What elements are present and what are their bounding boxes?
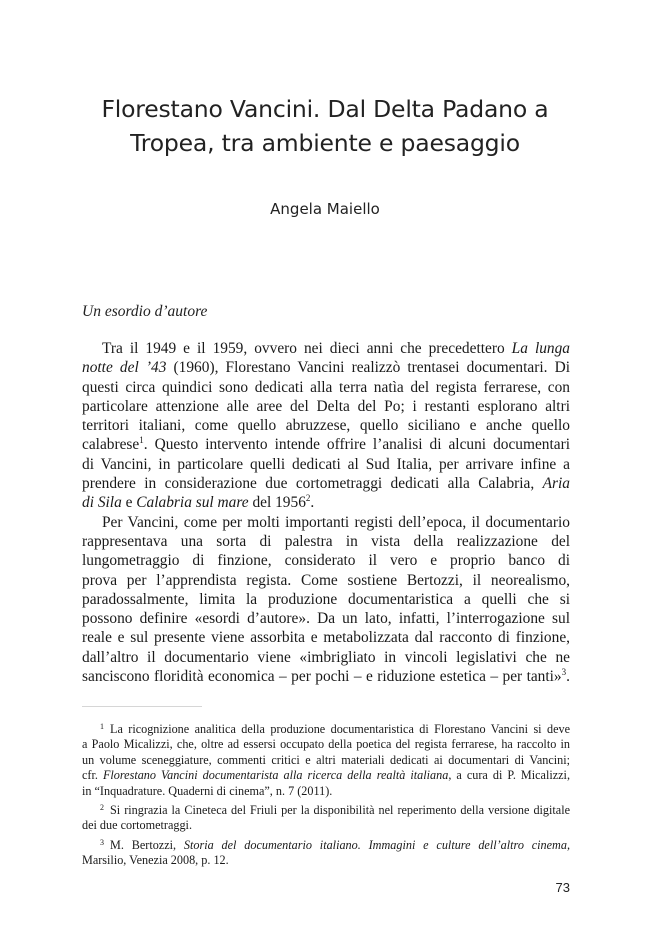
footnote-number: 3 xyxy=(100,837,104,847)
text-line: reale e sul presente viene assorbita e metabolizzata dal racconto di finzione, xyxy=(82,629,570,647)
page-number: 73 xyxy=(555,880,570,895)
text-run: prendere in considerazione due cortometraggi dedicati alla Calabria, xyxy=(82,475,543,493)
footnotes xyxy=(82,722,570,873)
film-title: di Sila xyxy=(82,494,122,512)
text-run: La ricognizione analitica della produzione documentaristica di Florestano Vancini si deve xyxy=(110,722,570,736)
text-line xyxy=(82,435,570,454)
paragraph-2 xyxy=(82,513,570,687)
text-line xyxy=(82,838,570,853)
title-line-1: Florestano Vancini. Dal Delta Padano a xyxy=(101,95,549,123)
text-run: sanciscono floridità economica – per pochi – e riduzione estetica – per tanti» xyxy=(82,668,562,686)
text-line: dei due cortometraggi. xyxy=(82,818,192,833)
film-title: notte del ’43 xyxy=(82,359,167,377)
text-line xyxy=(82,474,570,493)
text-line: lungometraggio di finzione, considerato il vero e proprio banco di xyxy=(82,552,570,570)
text-run: , a cura di P. Micalizzi, xyxy=(448,768,570,783)
article-title xyxy=(40,92,610,160)
text-line: dall’altro il documentario viene «imbrigliato in vincoli legislativi che ne xyxy=(82,648,570,666)
text-line xyxy=(82,493,570,512)
footnote-3 xyxy=(82,838,570,869)
text-run: e xyxy=(121,494,137,512)
text-run: cfr. xyxy=(82,768,103,783)
text-line: di Vancini, in particolare quelli dedicati al Sud Italia, per arrivare infine a xyxy=(82,455,570,473)
paragraph-1 xyxy=(82,339,570,513)
text-line: in “Inquadrature. Quaderni di cinema”, n. 7 (2011). xyxy=(82,783,333,798)
text-run: M. Bertozzi, xyxy=(110,837,184,852)
text-line xyxy=(82,803,570,818)
text-run: del 1956 xyxy=(248,494,306,512)
text-line xyxy=(82,722,570,737)
footnote-ref[interactable]: 1 xyxy=(139,435,144,446)
text-line: particolare attenzione alle aree del Delta del Po; i restanti esplorano altri xyxy=(82,397,570,415)
text-run: . xyxy=(310,494,315,512)
text-run: Tra il 1949 e il 1959, ovvero nei dieci anni che precedettero xyxy=(102,340,512,357)
text-run: . Questo intervento intende offrire l’analisi di alcuni documentari xyxy=(143,436,570,454)
text-line: questi circa quindici sono dedicati alla terra natìa del regista ferrarese, con xyxy=(82,378,570,396)
text-line: Per Vancini, come per molti importanti registi dell’epoca, il documentario xyxy=(102,513,570,531)
text-line: paradossalmente, limita la produzione documentaristica a quelli che si xyxy=(82,590,570,608)
text-line xyxy=(82,667,570,686)
article-body xyxy=(82,339,570,686)
text-run: calabrese xyxy=(82,436,140,454)
text-run: Si ringrazia la Cineteca del Friuli per la disponibilità nel reperimento della versione digitale xyxy=(110,803,570,818)
text-line xyxy=(82,768,570,783)
text-line: a Paolo Micalizzi, che, oltre ad essersi occupato della poetica del regista ferrarese, ha raccolto in xyxy=(82,737,570,752)
text-line xyxy=(82,358,570,377)
title-line-2: Tropea, tra ambiente e paesaggio xyxy=(130,129,520,157)
text-line: territori italiani, come quello abruzzese, quello siciliano e anche quello xyxy=(82,417,570,435)
text-run: (1960), Florestano Vancini realizzò trentasei documentari. Di xyxy=(166,359,570,377)
text-line xyxy=(82,339,570,358)
footnote-divider xyxy=(82,706,202,707)
film-title: La lunga xyxy=(511,340,570,357)
text-run: . xyxy=(566,668,570,686)
book-title: Storia del documentario italiano. Immagini e culture dell’altro cinema, xyxy=(183,837,570,852)
film-title: Aria xyxy=(542,475,570,493)
footnote-2 xyxy=(82,803,570,834)
film-title: Calabria sul mare xyxy=(136,494,249,512)
author-name: Angela Maiello xyxy=(270,200,380,218)
footnote-number: 2 xyxy=(100,803,104,813)
footnote-1 xyxy=(82,722,570,799)
text-line: prova per l’apprendista regista. Come sostiene Bertozzi, il neorealismo, xyxy=(82,571,570,589)
footnote-ref[interactable]: 2 xyxy=(305,493,311,504)
footnote-ref[interactable]: 3 xyxy=(561,667,567,678)
text-line: Marsilio, Venezia 2008, p. 12. xyxy=(82,853,229,868)
book-title: Florestano Vancini documentarista alla ricerca della realtà italiana xyxy=(102,768,449,783)
text-line: rappresentava una sorta di palestra in vista della realizzazione del xyxy=(82,532,570,550)
text-line: un volume sceneggiature, commenti critici e altri materiali dedicati ai documentari di Vancini; xyxy=(82,752,570,767)
footnote-number: 1 xyxy=(100,722,104,731)
text-line: possono definire «esordi d’autore». Da un lato, infatti, l’interrogazione sul xyxy=(82,610,570,628)
section-heading: Un esordio d’autore xyxy=(82,303,208,320)
